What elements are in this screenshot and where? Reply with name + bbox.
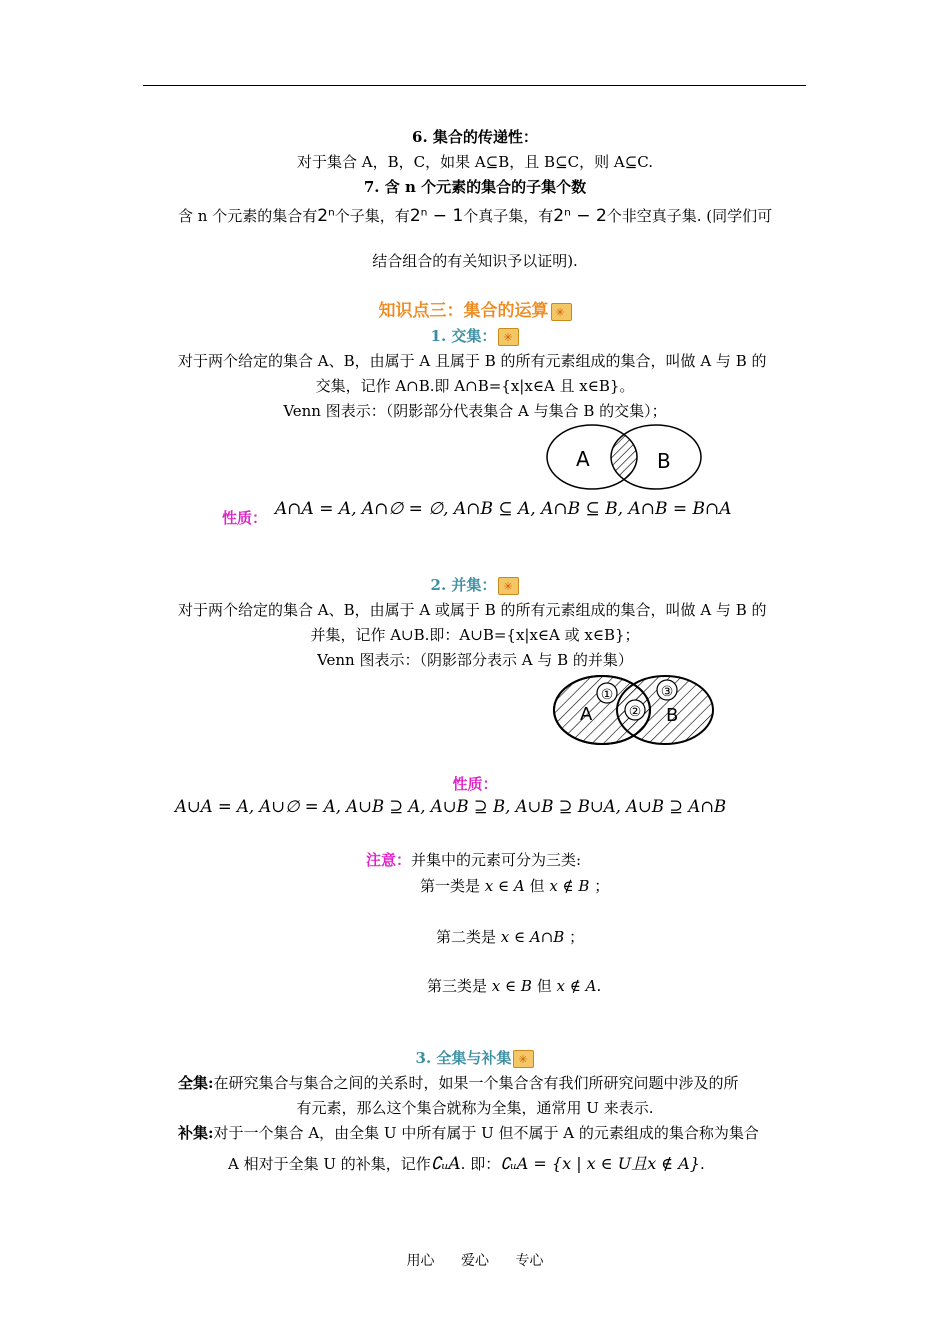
section7-title: 7. 含 n 个元素的集合的子集个数 <box>363 178 587 196</box>
universal-def1: 全集:在研究集合与集合之间的关系时，如果一个集合含有我们所研究问题中涉及的所 <box>178 1074 739 1092</box>
union-props: A∪A = A, A∪∅ = A, A∪B ⊇ A, A∪B ⊇ B, A∪B ⊇ B∪A, A∪B ⊇ A∩B <box>175 797 727 816</box>
intersection-venn-diagram <box>545 422 707 492</box>
section6-title: 6. 集合的传递性： <box>412 128 538 146</box>
intersection-heading <box>0 326 950 346</box>
complement-heading <box>0 1048 950 1068</box>
section7-line1: 含 n 个元素的集合有2ⁿ个子集，有2ⁿ − 1个真子集，有2ⁿ − 2个非空真子集. (同学们可 <box>178 206 773 226</box>
complement-def2: A 相对于全集 U 的补集，记作∁ᵤA. 即：∁ᵤA = {x | x ∈ U且x ∉ A}. <box>228 1154 705 1174</box>
union-def2: 并集，记作 A∪B.即：A∪B={x|x∈A 或 x∈B}； <box>310 626 640 644</box>
formula-2n: 2ⁿ <box>317 206 335 226</box>
venn-label-a: A <box>576 447 590 471</box>
venn-label-a: A <box>580 704 593 725</box>
union-venn-diagram <box>550 672 718 748</box>
union-props-label: 性质： <box>452 775 498 793</box>
venn-label-b: B <box>666 705 679 726</box>
section7-line2: 结合组合的有关知识予以证明). <box>372 252 578 270</box>
folder-icon <box>498 328 519 346</box>
formula-2n-minus-1: 2ⁿ − 1 <box>409 206 464 226</box>
intersection-def1: 对于两个给定的集合 A、B，由属于 A 且属于 B 的所有元素组成的集合，叫做 A 与 B 的 <box>178 352 767 370</box>
header-rule <box>143 85 806 86</box>
folder-icon <box>513 1050 534 1068</box>
folder-icon <box>551 303 572 321</box>
union-class2: 第二类是 x ∈ A∩B ； <box>436 928 585 946</box>
formula-2n-minus-2: 2ⁿ − 2 <box>553 206 607 226</box>
union-note: 注意：并集中的元素可分为三类: <box>366 851 582 869</box>
region-3-label: ③ <box>660 684 674 700</box>
intersection-def2: 交集，记作 A∩B.即 A∩B={x|x∈A 且 x∈B}。 <box>315 377 635 395</box>
venn-label-b: B <box>657 449 671 473</box>
kp3-heading <box>0 301 950 321</box>
region-2-label: ② <box>628 704 642 720</box>
intersection-venn-caption: Venn 图表示：（阴影部分代表集合 A 与集合 B 的交集）； <box>283 402 667 420</box>
kp3-title: 知识点三：集合的运算 <box>378 301 549 321</box>
folder-icon <box>498 577 519 595</box>
section6-text: 对于集合 A，B，C，如果 A⊆B，且 B⊆C，则 A⊆C. <box>296 153 653 171</box>
union-class3: 第三类是 x ∈ B 但 x ∉ A. <box>427 977 602 995</box>
universal-def2: 有元素，那么这个集合就称为全集，通常用 U 来表示. <box>296 1099 654 1117</box>
union-heading <box>0 575 950 595</box>
region-1-label: ① <box>600 687 614 703</box>
complement-title: 3. 全集与补集 <box>415 1049 512 1067</box>
complement-def1: 补集:对于一个集合 A，由全集 U 中所有属于 U 但不属于 A 的元素组成的集合称为集合 <box>178 1124 759 1142</box>
intersection-props: A∩A = A, A∩∅ = ∅, A∩B ⊆ A, A∩B ⊆ B, A∩B = B∩A <box>275 499 732 519</box>
intersection-title: 1. 交集： <box>430 327 497 345</box>
intersection-props-label: 性质： <box>222 509 268 527</box>
union-class1: 第一类是 x ∈ A 但 x ∉ B ； <box>420 877 610 895</box>
union-venn-caption: Venn 图表示：（阴影部分表示 A 与 B 的并集） <box>317 651 633 669</box>
union-title: 2. 并集： <box>430 576 497 594</box>
union-def1: 对于两个给定的集合 A、B，由属于 A 或属于 B 的所有元素组成的集合，叫做 A 与 B 的 <box>178 601 767 619</box>
page-footer: 用心 爱心 专心 <box>406 1253 544 1269</box>
